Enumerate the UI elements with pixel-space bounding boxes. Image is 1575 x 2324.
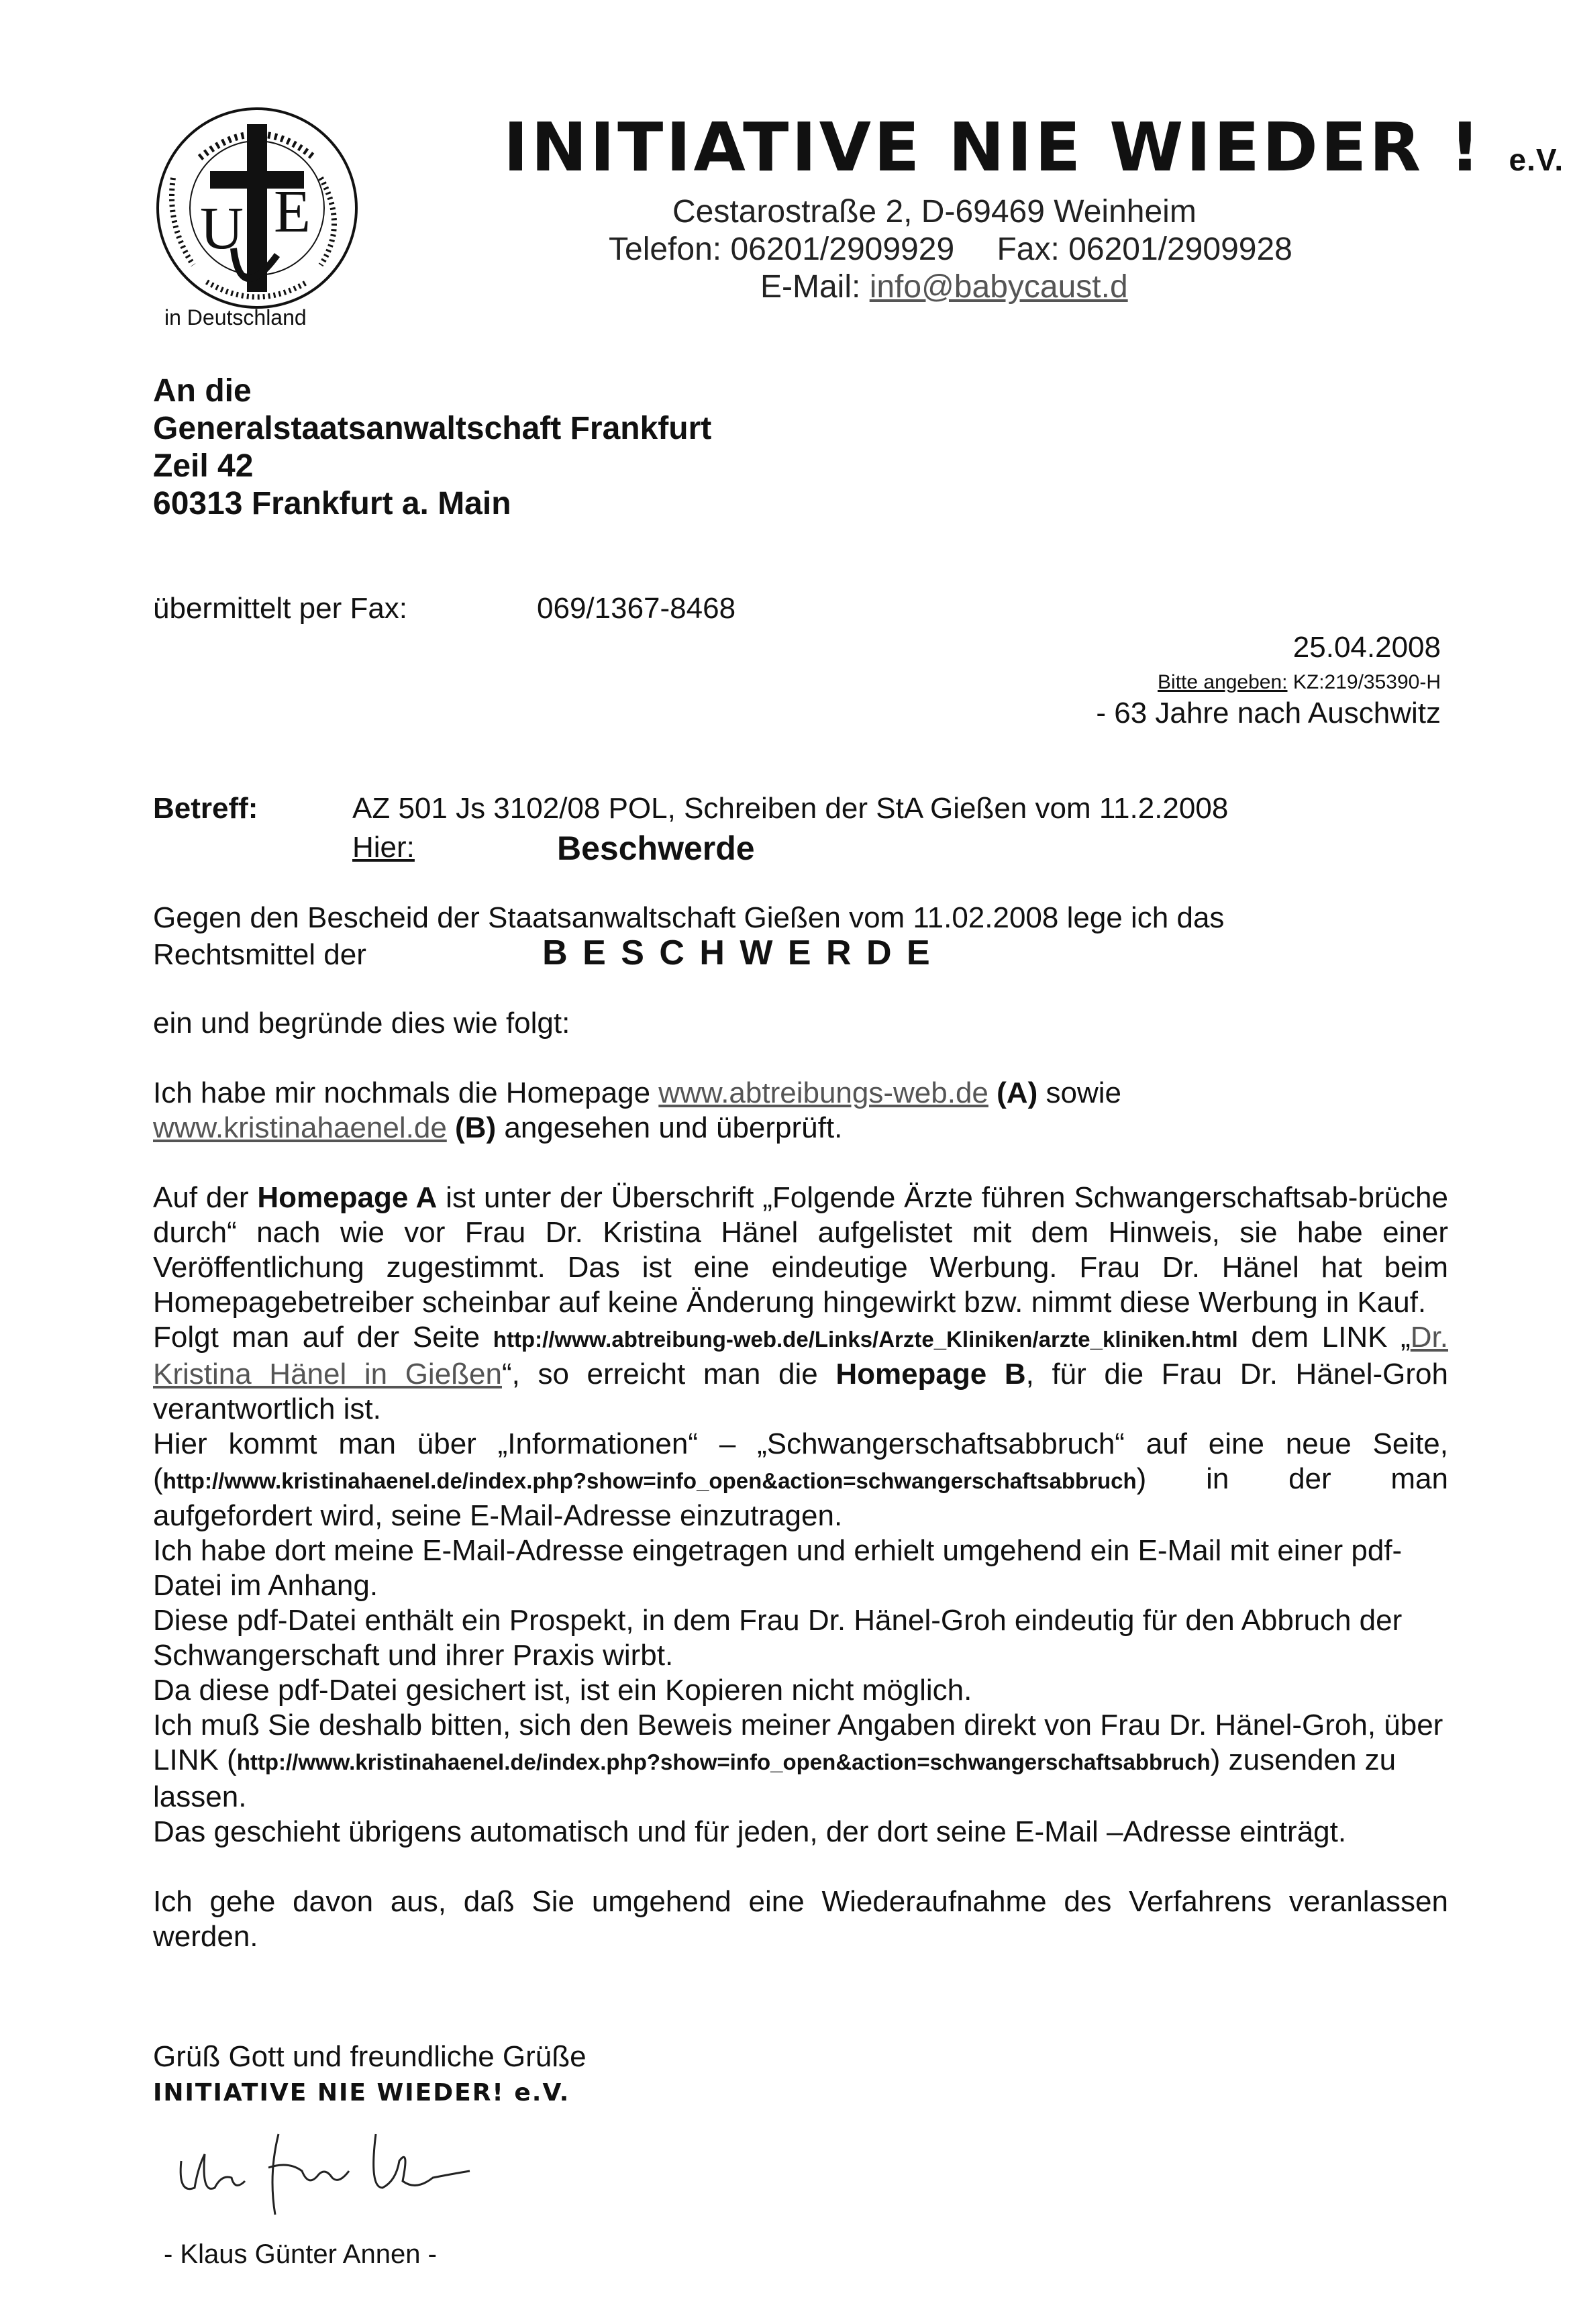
link-kristinahaenel[interactable]: www.kristinahaenel.de [153,1111,447,1144]
paragraph-3 [153,1076,1448,1146]
org-name [503,108,1564,197]
reference-value: KZ:219/35390-H [1292,671,1441,693]
url-abtreibung-web[interactable]: http://www.abtreibung-web.de/Links/Arzte_Kliniken/arzte_kliniken.html [493,1327,1238,1352]
url-kristinahaenel-2[interactable]: http://www.kristinahaenel.de/index.php?show=info_open&action=schwangerschaftsabbruch [236,1750,1211,1774]
link-haenel-giessen[interactable]: Dr. Kristina Hänel in Gießen [153,1321,1449,1391]
subject-title: Beschwerde [557,829,755,867]
subject-hier: Hier: [352,831,415,864]
paragraph-4 [153,1180,1448,1320]
p10-text-b: zusenden zu lassen. [153,1744,1396,1813]
paragraph-7: Ich habe dort meine E-Mail-Adresse eingetragen und erhielt umgehend ein E-Mail mit einer pdf-Datei im Anhang. [153,1534,1403,1602]
seal-location: in Deutschland [164,305,307,330]
p6-text-a: Hier kommt man über „Informationen“ – „Schwangerschaftsabbruch“ auf eine neue Seite, [153,1427,1448,1460]
p3-marker-a: (A) [997,1076,1038,1109]
fax-number: 069/1367-8468 [537,592,736,625]
handwritten-signature [168,2114,490,2221]
p6-text-b: in der man aufgefordert wird, seine E-Mail-Adresse einzutragen. [153,1462,1448,1532]
paragraph-10: Ich muß Sie deshalb bitten, sich den Beweis meiner Angaben direkt von Frau Dr. Hänel-Groh, über LINK (http://www.kristinahaenel.de/index.php?show=info_open&action=schwangerschaftsabbruch) zusenden zu lassen. [153,1709,1443,1813]
org-address: Cestarostraße 2, D-69469 Weinheim [672,194,1197,230]
org-seal [153,104,361,312]
closing-greeting: Grüß Gott und freundliche Grüße [153,2040,587,2073]
p3-text-c: sowie [1046,1076,1121,1109]
p3-marker-b: (B) [455,1111,497,1144]
p1-line-2-text: Rechtsmittel der [153,938,366,971]
paragraph-8: Diese pdf-Datei enthält ein Prospekt, in dem Frau Dr. Hänel-Groh eindeutig für den Abbruch der Schwangerschaft und ihrer Praxis wirbt. [153,1604,1403,1672]
paragraph-2: ein und begründe dies wie folgt: [153,1007,570,1040]
svg-text:E: E [274,179,311,245]
paragraph-9: Da diese pdf-Datei gesichert ist, ist ein Kopieren nicht möglich. [153,1674,972,1707]
letter-date: 25.04.2008 [1292,631,1441,664]
fax-label: übermittelt per Fax: [153,592,408,625]
p4-text-a: Auf der [153,1181,249,1214]
recipient-line-4: 60313 Frankfurt a. Main [153,486,511,521]
recipient-line-3: Zeil 42 [153,448,254,484]
p4-text-c: ist unter der Überschrift „Folgende Ärzte führen Schwangerschaftsab-brüche durch“ nach wie vor Frau Dr. Kristina Hänel aufgelistet mit dem Hinweis, sie habe einer Veröffentlichung zugestimmt. Das ist eine eindeutige Werbung. Frau Dr. Hänel hat beim Homepagebetreiber scheinbar auf keine Änderung hingewirkt bzw. nimmt diese Werbung in Kauf. [153,1181,1448,1319]
p5-text-b: dem LINK „ [1251,1321,1411,1354]
reference-label: Bitte angeben: [1158,671,1288,693]
subject-label: Betreff: [153,792,258,825]
paragraph-12: Ich gehe davon aus, daß Sie umgehend eine Wiederaufnahme des Verfahrens veranlassen werden. [153,1885,1448,1953]
beschwerde-emphasis: B E S C H W E R D E [542,933,933,972]
recipient-address [153,372,711,523]
svg-text:U: U [200,195,244,262]
recipient-line-2: Generalstaatsanwaltschaft Frankfurt [153,411,712,446]
org-fax: Fax: 06201/2909928 [997,232,1292,267]
email-link[interactable]: info@babycaust.d [869,269,1128,305]
subject-line: AZ 501 Js 3102/08 POL, Schreiben der StA Gießen vom 11.2.2008 [352,792,1229,825]
p3-text-a: Ich habe mir nochmals die Homepage [153,1076,651,1109]
org-email-line [760,268,1128,305]
p4-homepage-a: Homepage A [257,1181,438,1214]
org-name-text: INITIATIVE NIE WIEDER ! [503,108,1483,187]
letter-body [153,901,1448,1954]
paragraph-6: Hier kommt man über „Informationen“ – „Schwangerschaftsabbruch“ auf eine neue Seite, (http://www.kristinahaenel.de/index.php?show=info_open&action=schwangerschaftsabbruch) in der man aufgefordert wird, seine E-Mail-Adresse einzutragen. [153,1427,1448,1532]
signer-name: - Klaus Günter Annen - [164,2239,437,2269]
org-phone: Telefon: 06201/2909929 [609,232,955,267]
paragraph-5 [153,1320,1448,1427]
paragraph-11: Das geschieht übrigens automatisch und für jeden, der dort seine E-Mail –Adresse einträgt. [153,1815,1347,1848]
p5-text-c: “, so erreicht man die [501,1358,818,1391]
recipient-line-1: An die [153,373,252,409]
p1-line-1: Gegen den Bescheid der Staatsanwaltschaft Gießen vom 11.02.2008 lege ich das [153,901,1225,934]
email-label: E-Mail: [760,269,861,305]
reference-line [1158,671,1441,694]
org-contact [609,231,1292,268]
p5-text-e: , für die Frau Dr. Hänel-Groh verantwortlich ist. [153,1358,1448,1425]
closing-org: INITIATIVE NIE WIEDER! e.V. [153,2079,570,2107]
date-note: - 63 Jahre nach Auschwitz [1096,697,1441,729]
p3-text-e: angesehen und überprüft. [504,1111,843,1144]
link-abtreibungs-web[interactable]: www.abtreibungs-web.de [658,1076,988,1109]
url-kristinahaenel-1[interactable]: http://www.kristinahaenel.de/index.php?show=info_open&action=schwangerschaftsabbruch [162,1468,1137,1493]
p1-line-2 [153,933,1448,972]
paragraph-1 [153,901,1448,972]
p5-text-a: Folgt man auf der Seite [153,1321,480,1354]
p10-text-a: Ich muß Sie deshalb bitten, sich den Beweis meiner Angaben direkt von Frau Dr. Hänel-Groh, über LINK [153,1709,1443,1776]
org-suffix: e.V. [1509,142,1564,177]
p5-homepage-b: Homepage B [835,1358,1026,1391]
